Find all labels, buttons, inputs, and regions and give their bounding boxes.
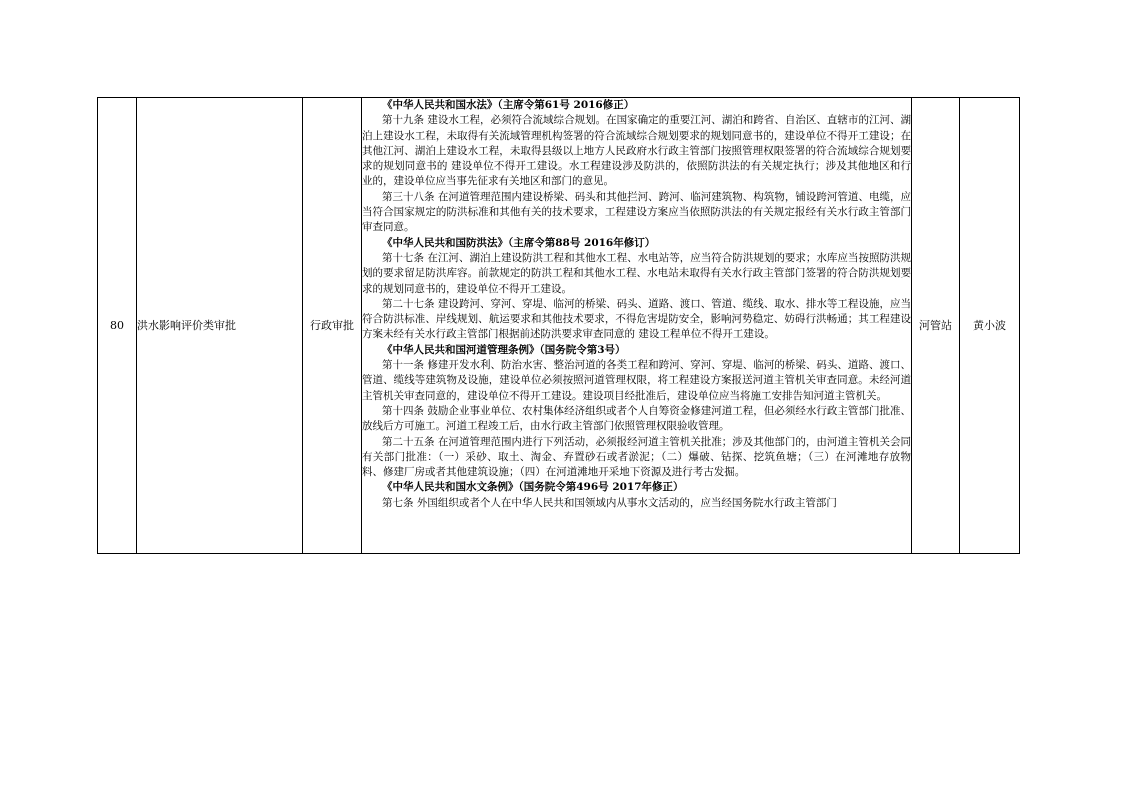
law-title: 《中华人民共和国河道管理条例》（国务院令第3号） bbox=[382, 343, 626, 356]
law-article: 第十九条 建设水工程，必须符合流域综合规划。在国家确定的重要江河、湖泊和跨省、自治区、直辖市的江河、湖泊上建设水工程，未取得有关流域管理机构签署的符合流域综合规划要求的规划同意书的，建设单位不得开工建设；在其他江河、湖泊上建设水工程，未取得县级以上地方人民政府水行政主管部门按照管理权限签署的符合流域综合规划要求的规划同意书的 建设单位不得开工建设。水工程建设涉及防洪的，依照防洪法的有关规定执行；涉及其他地区和行业的，建设单位应当事先征求有关地区和部门的意见。 bbox=[362, 114, 911, 188]
row-index-cell bbox=[98, 98, 137, 554]
row-index: 80 bbox=[110, 319, 124, 332]
approval-table bbox=[97, 97, 1020, 554]
law-article: 第十七条 在江河、湖泊上建设防洪工程和其他水工程、水电站等，应当符合防洪规划的要求；水库应当按照防洪规划的要求留足防洪库容。前款规定的防洪工程和其他水工程、水电站未取得有关水行政主管部门签署的符合防洪规划要求的规划同意书的，建设单位不得开工建设。 bbox=[362, 251, 911, 295]
item-category: 行政审批 bbox=[310, 319, 354, 332]
law-article: 第七条 外国组织或者个人在中华人民共和国领域内从事水文活动的，应当经国务院水行政主管部门 bbox=[382, 496, 837, 509]
law-title: 《中华人民共和国水文条例》（国务院令第496号 2017年修正） bbox=[382, 481, 684, 494]
law-title: 《中华人民共和国防洪法》（主席令第88号 2016年修订） bbox=[382, 236, 656, 249]
legal-basis-cell bbox=[362, 98, 912, 554]
responsible-person: 黄小波 bbox=[973, 319, 1006, 332]
item-name: 洪水影响评价类审批 bbox=[137, 319, 236, 332]
law-article: 第十四条 鼓励企业事业单位、农村集体经济组织或者个人自筹资金修建河道工程，但必须经水行政主管部门批准、放线后方可施工。河道工程竣工后，由水行政主管部门依照管理权限验收管理。 bbox=[362, 404, 911, 433]
law-article: 第二十七条 建设跨河、穿河、穿堤、临河的桥梁、码头、道路、渡口、管道、缆线、取水、排水等工程设施，应当符合防洪标准、岸线规划、航运要求和其他技术要求，不得危害堤防安全，影响河势稳定、妨碍行洪畅通；其工程建设方案未经有关水行政主管部门根据前述防洪要求审查同意的 建设工程单位不得开工建设。 bbox=[362, 297, 911, 341]
legal-basis-text bbox=[362, 98, 911, 511]
responsible-department: 河管站 bbox=[919, 319, 952, 332]
table-row bbox=[98, 98, 1020, 554]
law-article: 第三十八条 在河道管理范围内建设桥梁、码头和其他拦河、跨河、临河建筑物、构筑物，铺设跨河管道、电缆，应当符合国家规定的防洪标准和其他有关的技术要求，工程建设方案应当依照防洪法的有关规定报经有关水行政主管部门审查同意。 bbox=[362, 190, 911, 234]
department-cell bbox=[912, 98, 960, 554]
law-article: 第二十五条 在河道管理范围内进行下列活动，必须报经河道主管机关批准；涉及其他部门的，由河道主管机关会同有关部门批准：（一）采砂、取土、淘金、弃置砂石或者淤泥；（二）爆破、钻探、挖筑鱼塘；（三）在河滩地存放物料、修建厂房或者其他建筑设施；（四）在河道滩地开采地下资源及进行考古发掘。 bbox=[362, 435, 911, 479]
person-cell bbox=[960, 98, 1020, 554]
category-cell bbox=[303, 98, 362, 554]
law-article: 第十一条 修建开发水利、防治水害、整治河道的各类工程和跨河、穿河、穿堤、临河的桥梁、码头、道路、渡口、管道、缆线等建筑物及设施，建设单位必须按照河道管理权限，将工程建设方案报送河道主管机关审查同意。未经河道主管机关审查同意的，建设单位不得开工建设。建设项目经批准后，建设单位应当将施工安排告知河道主管机关。 bbox=[362, 359, 911, 402]
law-title: 《中华人民共和国水法》（主席令第61号 2016修正） bbox=[382, 99, 635, 111]
item-name-cell bbox=[137, 98, 303, 554]
